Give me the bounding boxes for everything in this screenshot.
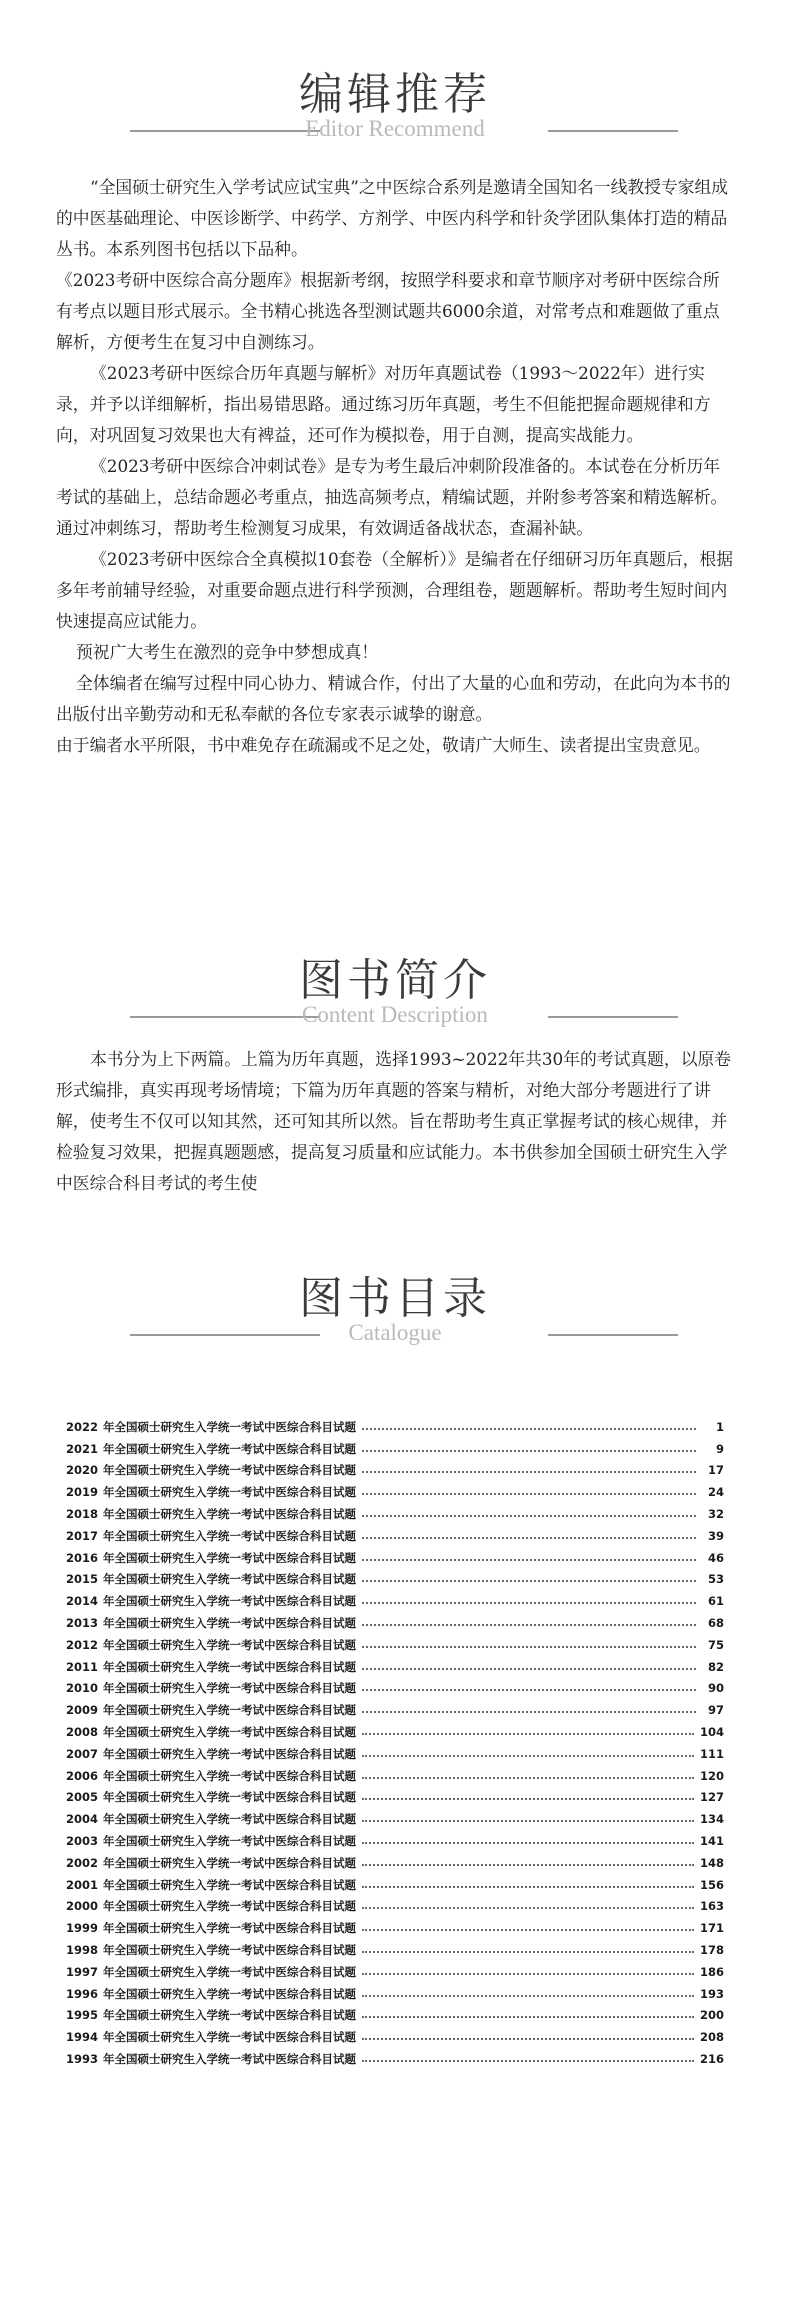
paragraph: 由于编者水平所限，书中难免存在疏漏或不足之处，敬请广大师生、读者提出宝贵意见。 [56,735,711,755]
entry-year: 2001 [66,1877,99,1892]
entry-title: 年全国硕士研究生入学统一考试中医综合科目试题 [103,1572,357,1587]
catalogue-entry [66,1874,724,1896]
entry-title: 年全国硕士研究生入学统一考试中医综合科目试题 [103,1419,357,1434]
entry-page-number: 216 [699,2052,724,2066]
entry-year: 1999 [66,1921,99,1936]
catalogue-entry [66,1699,724,1721]
catalogue-entry [66,1612,724,1634]
dot-leader [362,1820,694,1822]
entry-title: 年全国硕士研究生入学统一考试中医综合科目试题 [103,1463,357,1478]
section-subtitle: Content Description [302,1002,488,1027]
dot-leader [362,1907,694,1909]
dot-leader [362,1951,694,1953]
dot-leader [362,1559,696,1561]
entry-page-number: 171 [699,1921,724,1936]
entry-title: 年全国硕士研究生入学统一考试中医综合科目试题 [103,1921,357,1936]
entry-page-number: 68 [707,1616,724,1631]
entry-year: 2002 [66,1855,99,1870]
entry-page-number: 148 [699,1855,724,1870]
entry-year: 2020 [66,1463,99,1478]
catalogue-entry [66,2048,724,2070]
entry-page-number: 208 [699,2030,724,2045]
dot-leader [362,2060,694,2062]
divider-line [548,130,678,132]
entry-page-number: 104 [699,1725,724,1740]
entry-title: 年全国硕士研究生入学统一考试中医综合科目试题 [103,1943,357,1958]
entry-title: 年全国硕士研究生入学统一考试中医综合科目试题 [103,1964,357,1979]
entry-page-number: 97 [707,1703,724,1718]
paragraph: “全国硕士研究生入学考试应试宝典”之中医综合系列是邀请全国知名一线教授专家组成的中医基础理论、中医诊断学、中药学、方剂学、中医内科学和针灸学团队集体打造的精品丛书。本系列图书包括以下品种。 [56,177,729,259]
entry-year: 2005 [66,1790,99,1805]
entry-title: 年全国硕士研究生入学统一考试中医综合科目试题 [103,1616,357,1631]
entry-year: 2022 [66,1419,99,1434]
section-title: 图书目录 [299,1273,491,1324]
entry-year: 1994 [66,2030,99,2045]
catalogue-entry [66,1743,724,1765]
catalogue-entry [66,1590,724,1612]
entry-page-number: 156 [699,1877,724,1892]
entry-title: 年全国硕士研究生入学统一考试中医综合科目试题 [103,1703,357,1718]
dot-leader [362,1864,694,1866]
entry-year: 2014 [66,1594,99,1609]
catalogue-entry [66,1917,724,1939]
entry-year: 2017 [66,1528,99,1543]
entry-page-number: 9 [715,1441,724,1456]
entry-title: 年全国硕士研究生入学统一考试中医综合科目试题 [103,1550,357,1565]
catalogue-entry [66,1416,724,1438]
divider-line [548,1334,678,1336]
entry-year: 2018 [66,1507,99,1522]
section-subtitle: Catalogue [348,1320,442,1345]
content-description-body [56,1044,736,1199]
dot-leader [362,1886,694,1888]
entry-year: 2006 [66,1768,99,1783]
paragraph: 《2023考研中医综合高分题库》根据新考纲，按照学科要求和章节顺序对考研中医综合所有考点以题目形式展示。全书精心挑选各型测试题共6000余道，对常考点和难题做了重点解析，方便考生在复习中自测练习。 [56,270,720,352]
entry-title: 年全国硕士研究生入学统一考试中医综合科目试题 [103,1812,357,1827]
entry-year: 2000 [66,1899,99,1914]
catalogue-entry [66,1634,724,1656]
dot-leader [362,1515,696,1517]
entry-page-number: 200 [699,2008,724,2023]
entry-year: 2004 [66,1812,99,1827]
entry-title: 年全国硕士研究生入学统一考试中医综合科目试题 [103,1768,357,1783]
dot-leader [362,2038,694,2040]
entry-year: 1997 [66,1964,99,1979]
paragraph: 本书分为上下两篇。上篇为历年真题，选择1993~2022年共30年的考试真题，以原卷形式编排，真实再现考场情境；下篇为历年真题的答案与精析，对绝大部分考题进行了讲解，使考生不仅可以知其然，还可知其所以然。旨在帮助考生真正掌握考试的核心规律，并检验复习效果，把握真题题感，提高复习质量和应试能力。本书供参加全国硕士研究生入学中医综合科目考试的考生使 [56,1049,732,1193]
editor-recommend-body [56,172,736,761]
dot-leader [362,1711,696,1713]
catalogue-entry [66,1569,724,1591]
entry-year: 2009 [66,1703,99,1718]
entry-year: 1993 [66,2052,99,2066]
entry-title: 年全国硕士研究生入学统一考试中医综合科目试题 [103,1507,357,1522]
entry-page-number: 1 [715,1419,724,1434]
entry-title: 年全国硕士研究生入学统一考试中医综合科目试题 [103,1746,357,1761]
entry-title: 年全国硕士研究生入学统一考试中医综合科目试题 [103,1594,357,1609]
entry-year: 2008 [66,1725,99,1740]
entry-year: 2007 [66,1746,99,1761]
catalogue-entry [66,1983,724,2005]
entry-page-number: 90 [707,1681,724,1696]
dot-leader [362,1646,696,1648]
dot-leader [362,1580,696,1582]
entry-page-number: 32 [707,1507,724,1522]
paragraph: 预祝广大考生在激烈的竞争中梦想成真！ [76,642,379,662]
entry-title: 年全国硕士研究生入学统一考试中医综合科目试题 [103,1877,357,1892]
entry-page-number: 24 [707,1485,724,1500]
dot-leader [362,1624,696,1626]
entry-title: 年全国硕士研究生入学统一考试中医综合科目试题 [103,1986,357,2001]
dot-leader [362,1777,694,1779]
entry-year: 2021 [66,1441,99,1456]
entry-page-number: 127 [699,1790,724,1805]
entry-page-number: 61 [707,1594,724,1609]
dot-leader [362,1537,696,1539]
entry-page-number: 53 [707,1572,724,1587]
dot-leader [362,1602,696,1604]
entry-year: 2012 [66,1637,99,1652]
dot-leader [362,1755,694,1757]
dot-leader [362,1973,694,1975]
entry-title: 年全国硕士研究生入学统一考试中医综合科目试题 [103,1790,357,1805]
entry-title: 年全国硕士研究生入学统一考试中医综合科目试题 [103,2008,357,2023]
dot-leader [362,1668,696,1670]
entry-year: 2003 [66,1834,99,1849]
dot-leader [362,2016,694,2018]
dot-leader [362,1798,694,1800]
entry-year: 2011 [66,1659,99,1674]
entry-year: 1995 [66,2008,99,2023]
entry-title: 年全国硕士研究生入学统一考试中医综合科目试题 [103,1725,357,1740]
editor-recommend-header [0,58,790,150]
entry-page-number: 39 [707,1528,724,1543]
entry-page-number: 193 [699,1986,724,2001]
entry-page-number: 141 [699,1834,724,1849]
dot-leader [362,1733,694,1735]
catalogue-entry [66,1787,724,1809]
dot-leader [362,1493,696,1495]
catalogue-list [66,1416,724,2070]
catalogue-entry [66,1525,724,1547]
dot-leader [362,1450,696,1452]
dot-leader [362,1428,696,1430]
dot-leader [362,1842,694,1844]
entry-title: 年全国硕士研究生入学统一考试中医综合科目试题 [103,1834,357,1849]
entry-year: 2010 [66,1681,99,1696]
catalogue-entry [66,1721,724,1743]
catalogue-entry [66,1830,724,1852]
entry-title: 年全国硕士研究生入学统一考试中医综合科目试题 [103,1899,357,1914]
entry-year: 2013 [66,1616,99,1631]
entry-page-number: 17 [707,1463,724,1478]
catalogue-entry [66,2026,724,2048]
catalogue-entry [66,1678,724,1700]
entry-title: 年全国硕士研究生入学统一考试中医综合科目试题 [103,1659,357,1674]
entry-page-number: 186 [699,1964,724,1979]
catalogue-header [0,1262,790,1354]
section-subtitle: Editor Recommend [305,116,485,141]
entry-title: 年全国硕士研究生入学统一考试中医综合科目试题 [103,2030,357,2045]
entry-page-number: 111 [699,1746,724,1761]
entry-title: 年全国硕士研究生入学统一考试中医综合科目试题 [103,1637,357,1652]
entry-page-number: 120 [699,1768,724,1783]
entry-page-number: 82 [707,1659,724,1674]
paragraph: 《2023考研中医综合全真模拟10套卷（全解析）》是编者在仔细研习历年真题后，根据多年考前辅导经验，对重要命题点进行科学预测，合理组卷，题题解析。帮助考生短时间内快速提高应试能力。 [56,549,734,631]
paragraph: 全体编者在编写过程中同心协力、精诚合作，付出了大量的心血和劳动，在此向为本书的出版付出辛勤劳动和无私奉献的各位专家表示诚挚的谢意。 [56,673,731,724]
section-title: 编辑推荐 [299,69,491,120]
entry-title: 年全国硕士研究生入学统一考试中医综合科目试题 [103,1485,357,1500]
catalogue-entry [66,1503,724,1525]
entry-title: 年全国硕士研究生入学统一考试中医综合科目试题 [103,1681,357,1696]
dot-leader [362,1929,694,1931]
entry-page-number: 178 [699,1943,724,1958]
entry-title: 年全国硕士研究生入学统一考试中医综合科目试题 [103,1855,357,1870]
catalogue-entry [66,1808,724,1830]
entry-year: 2016 [66,1550,99,1565]
dot-leader [362,1689,696,1691]
catalogue-entry [66,1939,724,1961]
entry-page-number: 46 [707,1550,724,1565]
entry-year: 1996 [66,1986,99,2001]
entry-year: 1998 [66,1943,99,1958]
section-title: 图书简介 [299,955,491,1006]
entry-page-number: 163 [699,1899,724,1914]
catalogue-entry [66,1547,724,1569]
catalogue-entry [66,1481,724,1503]
entry-year: 2019 [66,1485,99,1500]
catalogue-entry [66,1896,724,1918]
catalogue-entry [66,1852,724,1874]
entry-page-number: 75 [707,1637,724,1652]
dot-leader [362,1471,696,1473]
entry-title: 年全国硕士研究生入学统一考试中医综合科目试题 [103,1528,357,1543]
content-description-header [0,944,790,1036]
catalogue-entry [66,2005,724,2027]
entry-page-number: 134 [699,1812,724,1827]
catalogue-entry [66,1438,724,1460]
catalogue-entry [66,1961,724,1983]
divider-line [548,1016,678,1018]
entry-title: 年全国硕士研究生入学统一考试中医综合科目试题 [103,2052,357,2066]
dot-leader [362,1995,694,1997]
catalogue-entry [66,1765,724,1787]
entry-year: 2015 [66,1572,99,1587]
catalogue-entry [66,1656,724,1678]
catalogue-entry [66,1460,724,1482]
paragraph: 《2023考研中医综合历年真题与解析》对历年真题试卷（1993～2022年）进行实录，并予以详细解析，指出易错思路。通过练习历年真题，考生不但能把握命题规律和方向，对巩固复习效果也大有裨益，还可作为模拟卷，用于自测，提高实战能力。 [56,363,711,445]
entry-title: 年全国硕士研究生入学统一考试中医综合科目试题 [103,1441,357,1456]
paragraph: 《2023考研中医综合冲刺试卷》是专为考生最后冲刺阶段准备的。本试卷在分析历年考试的基础上，总结命题必考重点，抽选高频考点，精编试题，并附参考答案和精选解析。通过冲刺练习，帮助考生检测复习成果，有效调适备战状态，查漏补缺。 [56,456,728,538]
